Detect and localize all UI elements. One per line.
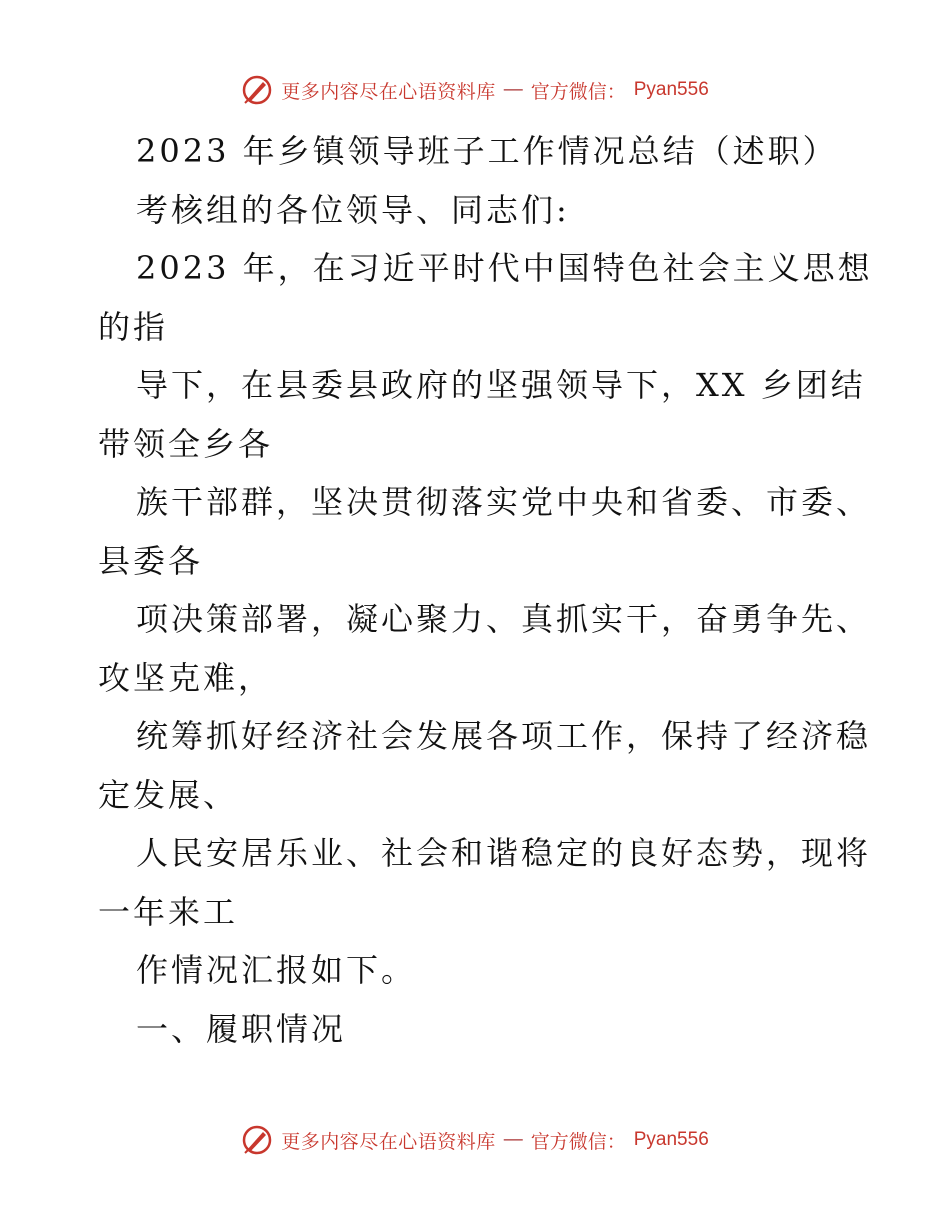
paragraph-line: 一年来工 [98,892,239,931]
watermark-dash: — [503,79,523,100]
watermark-id: Pyan556 [633,1129,709,1150]
paragraph-line: 导下，在县委县政府的坚强领导下，XX 乡团结 [136,366,866,404]
document-body [98,122,873,1058]
paragraph-line: 作情况汇报如下。 [136,951,417,989]
paragraph-line: 人民安居乐业、社会和谐稳定的良好态势，现将 [136,834,872,872]
watermark-label: 官方微信： [530,1130,626,1153]
document-title: 2023 年乡镇领导班子工作情况总结（述职） [136,132,838,170]
paragraph-line: 的指 [98,307,169,346]
watermark-id: Pyan556 [633,79,709,100]
watermark-dash: — [503,1129,523,1150]
paragraph-line: 项决策部署，凝心聚力、真抓实干，奋勇争先、 [136,600,872,638]
footer-watermark [0,1120,950,1160]
paragraph-line: 族干部群，坚决贯彻落实党中央和省委、市委、 [136,483,872,521]
watermark-label: 官方微信： [530,80,626,103]
paragraph-line: 2023 年，在习近平时代中国特色社会主义思想 [136,249,873,287]
paragraph-line: 带领全乡各 [98,424,274,463]
salutation: 考核组的各位领导、同志们: [136,190,570,229]
paragraph-line: 统筹抓好经济社会发展各项工作，保持了经济稳 [136,717,872,755]
watermark-text: 更多内容尽在心语资料库 [281,1130,496,1153]
watermark-text: 更多内容尽在心语资料库 [281,80,496,103]
paragraph-line: 攻坚克难， [98,658,274,697]
paragraph-line: 县委各 [98,541,204,580]
section-heading: 一、履职情况 [136,1009,347,1048]
pen-logo-icon [241,74,273,106]
pen-logo-icon [241,1124,273,1156]
header-watermark [0,70,950,110]
paragraph-line: 定发展、 [98,775,239,814]
